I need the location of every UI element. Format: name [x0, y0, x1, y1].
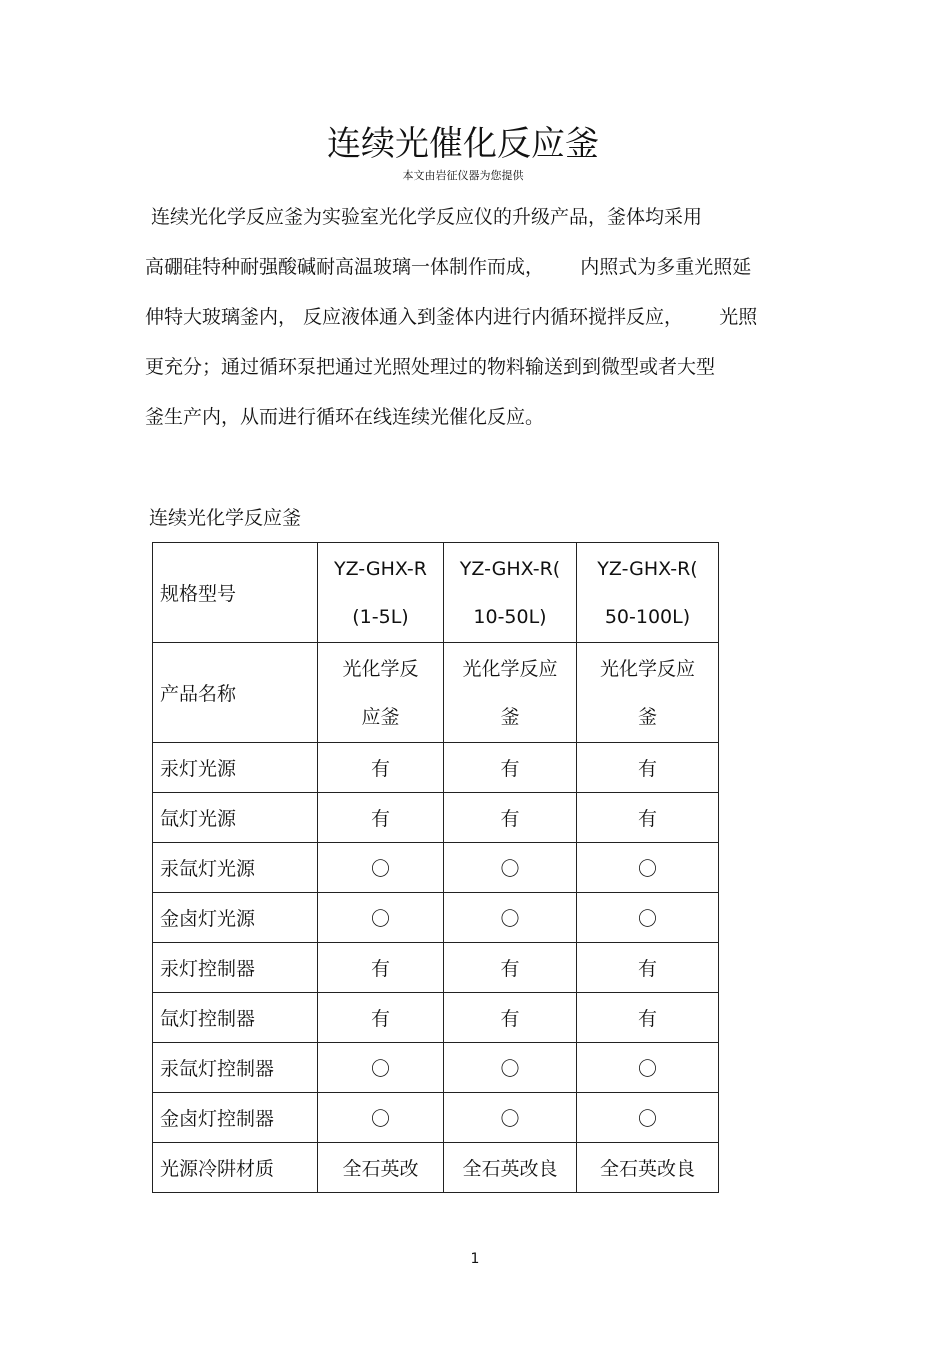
table-cell: 〇 [318, 893, 444, 943]
paragraph-line: 伸特大玻璃釜内， 反应液体通入到釜体内进行内循环搅拌反应， 光照 [145, 306, 758, 328]
table-cell: 〇 [318, 1093, 444, 1143]
table-row [153, 843, 719, 893]
table-cell: 〇 [318, 843, 444, 893]
row-label: 汞氙灯控制器 [153, 1043, 318, 1093]
page-number: 1 [470, 1251, 480, 1267]
row-label: 氙灯控制器 [153, 993, 318, 1043]
table-row [153, 1043, 719, 1093]
table-cell: 〇 [577, 1093, 719, 1143]
table-cell: 有 [577, 943, 719, 993]
table-caption: 连续光化学反应釜 [149, 507, 302, 529]
table-cell: 有 [444, 743, 577, 793]
paragraph-line: 高硼硅特种耐强酸碱耐高温玻璃一体制作而成， 内照式为多重光照延 [145, 256, 752, 278]
table-cell: 〇 [444, 843, 577, 893]
table-cell: YZ-GHX-R( 10-50L) [444, 543, 577, 643]
table-row [153, 943, 719, 993]
table-cell: 〇 [577, 843, 719, 893]
row-label: 汞氙灯光源 [153, 843, 318, 893]
table-cell: YZ-GHX-R( 50-100L) [577, 543, 719, 643]
table-row [153, 993, 719, 1043]
table-cell: 〇 [444, 1043, 577, 1093]
row-label: 金卤灯光源 [153, 893, 318, 943]
row-label: 汞灯控制器 [153, 943, 318, 993]
table-cell: 有 [318, 743, 444, 793]
table-cell: 有 [318, 993, 444, 1043]
table-cell: YZ-GHX-R (1-5L) [318, 543, 444, 643]
table-cell: 有 [318, 793, 444, 843]
document-subtitle: 本文由岩征仪器为您提供 [402, 169, 524, 182]
table-cell: 〇 [577, 1043, 719, 1093]
table-cell: 有 [577, 993, 719, 1043]
table-cell: 〇 [318, 1043, 444, 1093]
table-cell: 有 [318, 943, 444, 993]
table-row [153, 1093, 719, 1143]
table-cell: 有 [444, 993, 577, 1043]
row-label: 汞灯光源 [153, 743, 318, 793]
table-cell: 全石英改良 [577, 1143, 719, 1193]
table-cell: 有 [444, 943, 577, 993]
table-cell: 〇 [577, 893, 719, 943]
paragraph-line: 连续光化学反应釜为实验室光化学反应仪的升级产品，釜体均采用 [145, 206, 703, 228]
table-cell: 光化学反 应釜 [318, 643, 444, 743]
paragraph-line: 釜生产内，从而进行循环在线连续光催化反应。 [145, 406, 545, 428]
table-row [153, 793, 719, 843]
table-cell: 〇 [444, 1093, 577, 1143]
table-row [153, 893, 719, 943]
paragraph-line: 更充分；通过循环泵把通过光照处理过的物料输送到到微型或者大型 [145, 356, 716, 378]
table-cell: 光化学反应 釜 [444, 643, 577, 743]
spec-table [152, 542, 719, 1193]
table-cell: 〇 [444, 893, 577, 943]
row-label: 产品名称 [153, 643, 318, 743]
table-row-product-name [153, 643, 719, 743]
table-cell: 全石英改 [318, 1143, 444, 1193]
row-label: 规格型号 [153, 543, 318, 643]
table-cell: 有 [444, 793, 577, 843]
table-row-model [153, 543, 719, 643]
table-cell: 有 [577, 743, 719, 793]
table-row [153, 743, 719, 793]
table-row [153, 1143, 719, 1193]
document-title: 连续光催化反应釜 [327, 124, 599, 164]
row-label: 光源冷阱材质 [153, 1143, 318, 1193]
table-cell: 全石英改良 [444, 1143, 577, 1193]
table-cell: 有 [577, 793, 719, 843]
table-cell: 光化学反应 釜 [577, 643, 719, 743]
row-label: 氙灯光源 [153, 793, 318, 843]
row-label: 金卤灯控制器 [153, 1093, 318, 1143]
